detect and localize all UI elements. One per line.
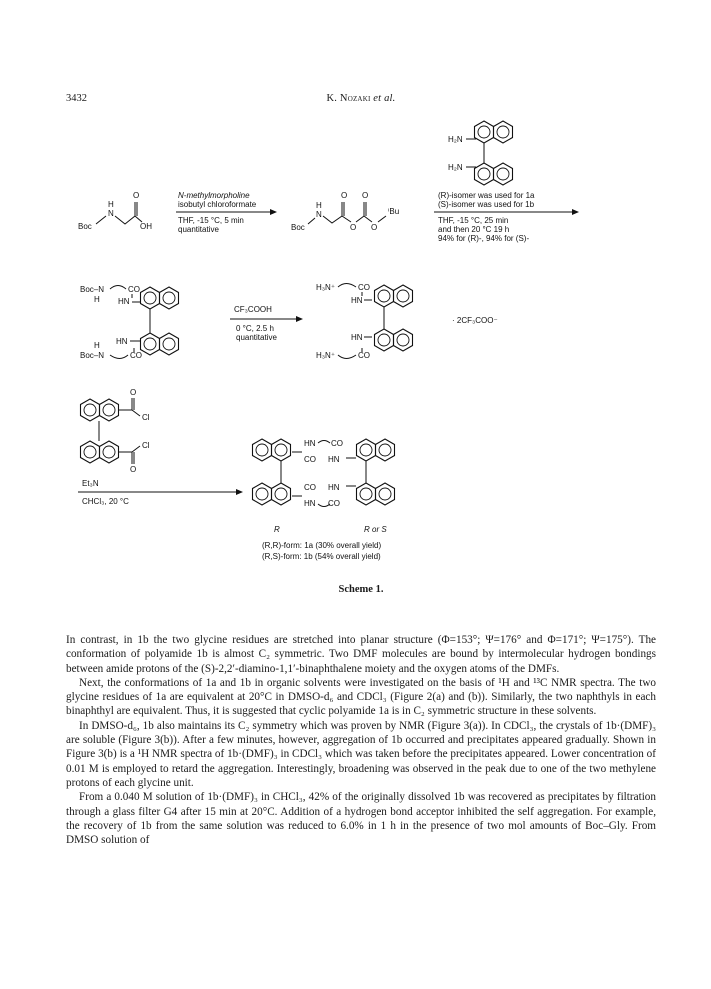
step1-start-h: H [108,200,114,209]
reaction-scheme [66,112,656,592]
h3n-bottom: H₃N⁺ [316,351,336,360]
h3n-top: H₃N⁺ [316,283,336,292]
step2-condition-1: THF, -15 °C, 25 min [438,216,509,225]
scheme-caption: Scheme 1. [338,584,384,595]
ring-co-1: CO [331,439,343,448]
ring-hn-1: HN [304,439,316,448]
step1-reagent-1: N-methylmorpholine [178,191,250,200]
step1-product-o4: O [371,223,378,232]
step2-diamine [448,121,513,185]
step2-condition-2: and then 20 °C 19 h [438,225,510,234]
step3-condition-2: quantitative [236,333,277,342]
step1-product-o3: O [350,223,357,232]
step2-condition-3: 94% for (R)-, 94% for (S)- [438,234,530,243]
step1-condition-2: quantitative [178,225,219,234]
cyclic-polyamide [253,439,395,561]
step1-start-material [78,191,152,231]
author-suffix: et al. [370,93,396,104]
hn-product-bottom: HN [351,333,363,342]
hn-bottom: HN [116,337,128,346]
boc-top: Boc–N [80,285,105,294]
step3-condition-1: 0 °C, 2.5 h [236,324,274,333]
co-top: CO [128,285,140,294]
acyl-o-bottom: O [130,465,137,474]
step2-arrow [434,191,578,243]
h-bottom: H [94,341,100,350]
ring-hn-2: HN [328,455,340,464]
result-1a: (R,R)-form: 1a (30% overall yield) [262,541,382,550]
step1-product-h: H [316,201,322,210]
ring-hn-3: HN [328,483,340,492]
step1-product [291,191,399,232]
step1-start-n: N [108,209,114,218]
ring-co-3: CO [304,483,316,492]
page-number: 3432 [66,93,87,104]
step1-reagent-2: isobutyl chloroformate [178,200,257,209]
ring-hn-4: HN [304,499,316,508]
acyl-cl-bottom: Cl [142,441,150,450]
step1-product-o1: O [341,191,348,200]
ring-co-2: CO [304,455,316,464]
step1-condition-1: THF, -15 °C, 5 min [178,216,244,225]
paragraph-1: In contrast, in 1b the two glycine residues are stretched into planar structure (Φ=153°; Ψ=176° and Φ=171°; Ψ=175°). The conformation of polyamide 1b is almost C₂ symmetric. Two DMF molecules are bound by intermolecular hydrogen bondings between amide protons of the (S)-2,2′-diamino-1,1′-binaphthalene moiety and the oxygen atoms of the DMFs. [66,634,656,675]
step1-product-n: N [316,210,322,219]
co-product-bottom: CO [358,351,370,360]
paragraph-3: In DMSO-d₆, 1b also maintains its C₂ symmetry which was proven by NMR (Figure 3(a)). In CDCl₃, the crystals of 1b·(DMF)₃ are soluble (Figure 3(b)). After a few minutes, however, aggregation of 1b occurred and precipitates appeared gradually. Shown in Figure 3(b) is a ¹H NMR spectra of 1b·(DMF)₃ in CDCl₃ which was taken before the precipitates appeared. Lower concentration of 0.01 M is employed to retard the aggregation. Interestingly, broadening was observed in the peak due to one of the two methylene protons of each glycine unit. [66,719,656,789]
ring-co-4: CO [328,499,340,508]
step3-boc-protected [80,285,179,360]
step1-start-oh: OH [140,222,152,231]
scheme-drawing [66,112,656,592]
result-1b: (R,S)-form: 1b (54% overall yield) [262,552,381,561]
acyl-cl-top: Cl [142,413,150,422]
diamine-bottom-nh2: H₂N [448,163,463,172]
author-initial: K. [326,93,340,104]
hn-top: HN [118,297,130,306]
step1-start-boc: Boc [78,222,92,231]
body-text [66,633,656,847]
step4-diacid-chloride [81,388,150,474]
hn-product-top: HN [351,296,363,305]
step1-start-o: O [133,191,140,200]
paragraph-4: From a 0.040 M solution of 1b·(DMF)₃ in CHCl₃, 42% of the originally dissolved 1b was recovered as precipitates by filtration through a glass filter G4 after 15 min at 20°C. Addition of a hydrogen bond acceptor inhibited the self aggregation. For example, the recovery of 1b from the same solution was reduced to 6.0% in 1 h in the presence of two mol amounts of Boc–Gly. From DMSO solution of [66,791,656,847]
trifluoroacetate-salt: · 2CF₃COO⁻ [452,316,498,325]
step3-reagent: CF₃COOH [234,305,272,314]
paragraph-2: Next, the conformations of 1a and 1b in organic solvents were investigated on the basis of ¹H and ¹³C NMR spectra. The two glycine residues of 1a are equivalent at 20°C in DMSO-d₆ and CDCl₃ (Figure 2(a) and (b)). Similarly, the two naphthyls in each binaphthyl are equivalent. Thus, it is suggested that cyclic polyamide 1a is in C₂ symmetric structure in these solvents. [66,676,656,718]
step4-arrow [78,479,242,506]
diamine-top-nh2: H₂N [448,135,463,144]
co-bottom: CO [130,351,142,360]
running-header [66,93,656,109]
step2-note-1: (R)-isomer was used for 1a [438,191,535,200]
h-top: H [94,295,100,304]
step3-ammonium-salt [316,283,498,360]
step4-reagent: Et₃N [82,479,99,488]
step2-note-2: (S)-isomer was used for 1b [438,200,535,209]
config-label-left: R [274,525,280,534]
step1-product-bu: ⁱBu [388,207,400,216]
step1-product-o2: O [362,191,369,200]
config-label-right: R or S [364,525,387,534]
step1-arrow [176,191,276,234]
boc-bottom: Boc–N [80,351,105,360]
acyl-o-top: O [130,388,137,397]
co-product-top: CO [358,283,370,292]
step1-product-boc: Boc [291,223,305,232]
author-name: Nozaki [339,93,371,104]
step4-condition: CHCl₃, 20 °C [82,497,129,506]
step3-arrow [230,305,302,342]
running-title [66,93,656,104]
